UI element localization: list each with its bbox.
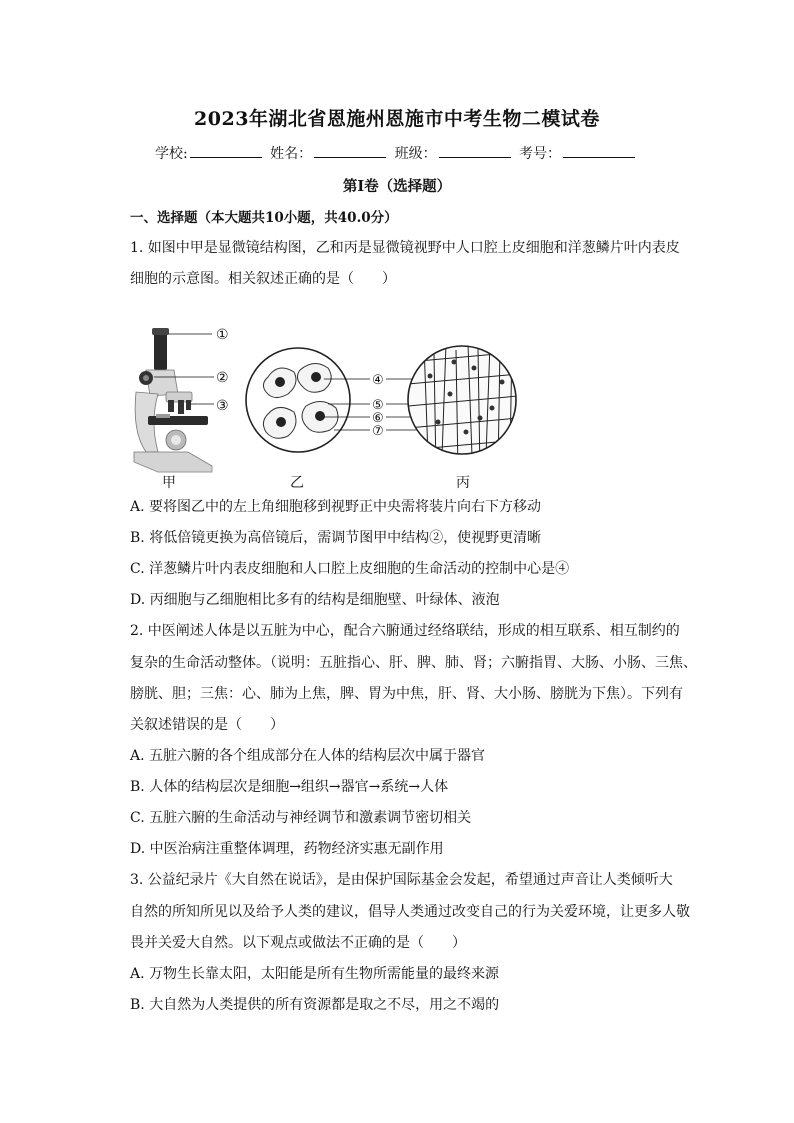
label-2: ② <box>216 370 229 386</box>
label-1: ① <box>216 327 229 343</box>
q1-figure <box>128 322 528 496</box>
q3-option-a: A. 万物生长靠太阳，太阳能是所有生物所需能量的最终来源 <box>130 966 500 982</box>
label-6: ⑥ <box>372 411 384 426</box>
q2-option-a: A. 五脏六腑的各个组成部分在人体的结构层次中属于器官 <box>130 748 486 764</box>
onion-cells-drawing <box>406 344 518 472</box>
info-name-blank <box>314 145 386 158</box>
q3-stem-line3: 畏并关爱大自然。以下观点或做法不正确的是（ ） <box>130 935 466 951</box>
microscope-cells-figure <box>128 322 528 496</box>
info-number-label: 考号： <box>519 146 562 162</box>
section-heading: 一、选择题（本大题共10小题，共40.0分） <box>130 210 398 226</box>
caption-bing: 丙 <box>456 475 470 491</box>
q2-stem-line1: 2. 中医阐述人体是以五脏为中心，配合六腑通过经络联结，形成的相互联系、相互制约的 <box>130 623 680 639</box>
q2-option-b: B. 人体的结构层次是细胞→组织→器官→系统→人体 <box>130 779 449 795</box>
exam-title: 2023年湖北省恩施州恩施市中考生物二模试卷 <box>194 108 600 130</box>
q1-stem-line2: 细胞的示意图。相关叙述正确的是（ ） <box>130 271 396 287</box>
student-info-row <box>0 143 794 163</box>
info-school-blank <box>190 145 262 158</box>
caption-yi: 乙 <box>290 475 304 491</box>
volume-heading: 第I卷（选择题） <box>342 178 452 195</box>
info-class-label: 班级： <box>394 146 437 162</box>
info-class-blank <box>439 145 511 158</box>
q1-stem-line1: 1. 如图中甲是显微镜结构图，乙和丙是显微镜视野中人口腔上皮细胞和洋葱鳞片叶内表皮 <box>130 240 680 256</box>
label-4: ④ <box>372 373 384 388</box>
cheek-cells-drawing <box>246 348 370 452</box>
q1-option-b: B. 将低倍镜更换为高倍镜后，需调节图甲中结构②，使视野更清晰 <box>130 530 542 546</box>
info-name-label: 姓名： <box>270 146 313 162</box>
q1-option-c: C. 洋葱鳞片叶内表皮细胞和人口腔上皮细胞的生命活动的控制中心是④ <box>130 561 570 577</box>
q2-stem-line2: 复杂的生命活动整体。（说明：五脏指心、肝、脾、肺、肾；六腑指胃、大肠、小肠、三焦、 <box>130 655 697 671</box>
q1-option-a: A. 要将图乙中的左上角细胞移到视野正中央需将装片向右下方移动 <box>130 499 542 515</box>
q3-option-b: B. 大自然为人类提供的所有资源都是取之不尽，用之不竭的 <box>130 997 500 1013</box>
microscope-drawing <box>134 328 214 472</box>
q2-option-d: D. 中医治病注重整体调理，药物经济实惠无副作用 <box>130 841 444 857</box>
caption-jia: 甲 <box>162 475 176 491</box>
q3-stem-line1: 3. 公益纪录片《大自然在说话》，是由保护国际基金会发起，希望通过声音让人类倾听大 <box>130 872 673 888</box>
info-number-blank <box>563 145 635 158</box>
q2-option-c: C. 五脏六腑的生命活动与神经调节和激素调节密切相关 <box>130 810 472 826</box>
q2-stem-line3: 膀胱、胆；三焦：心、肺为上焦，脾、胃为中焦，肝、肾、大小肠、膀胱为下焦）。下列有 <box>130 686 683 702</box>
label-5: ⑤ <box>372 398 384 413</box>
q1-option-d: D. 丙细胞与乙细胞相比多有的结构是细胞壁、叶绿体、液泡 <box>130 592 500 608</box>
label-3: ③ <box>216 398 229 414</box>
label-7: ⑦ <box>372 424 384 439</box>
info-school-label: 学校: <box>154 146 188 162</box>
q2-stem-line4: 关叙述错误的是（ ） <box>130 717 284 733</box>
q3-stem-line2: 自然的所知所见以及给予人类的建议，倡导人类通过改变自己的行为关爱环境，让更多人敬 <box>130 904 690 920</box>
